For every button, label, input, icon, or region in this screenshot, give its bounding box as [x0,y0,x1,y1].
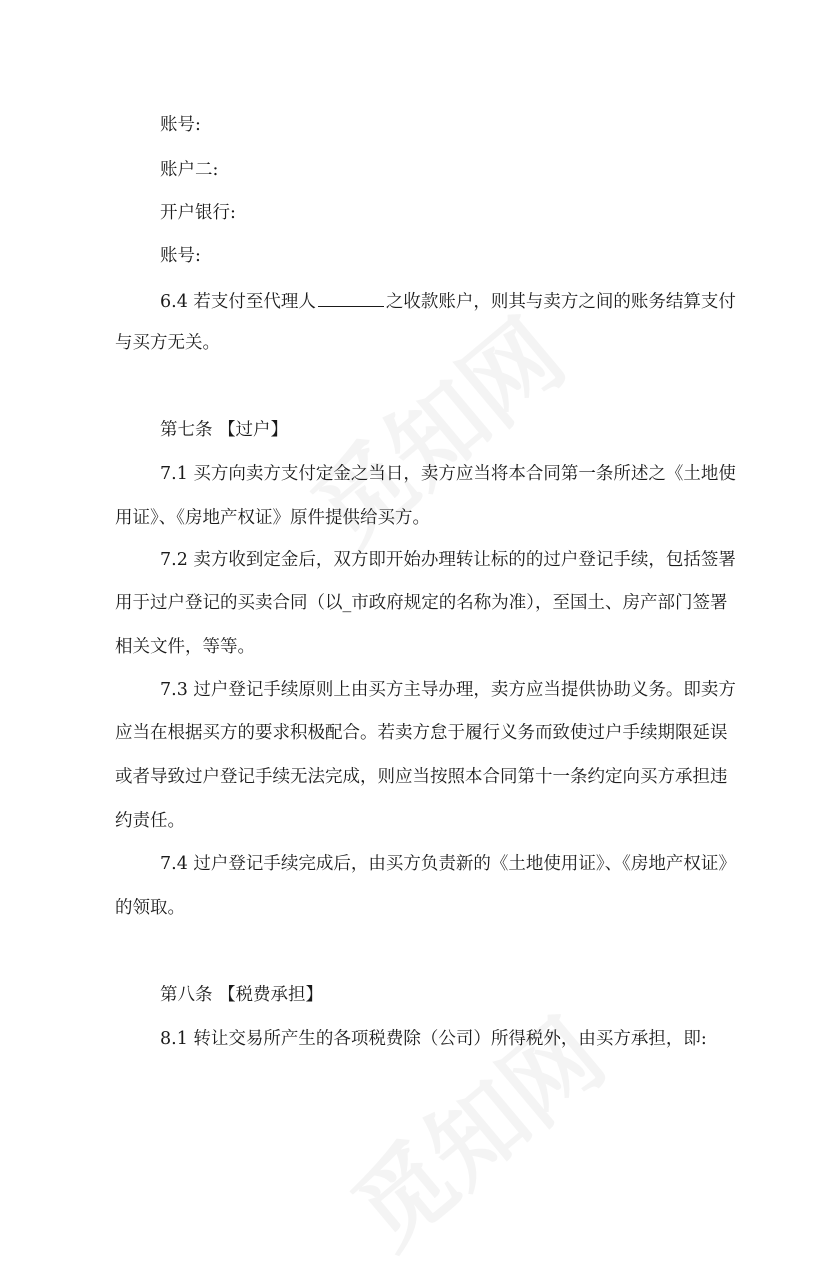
agent-name-blank [318,290,384,307]
clause-7-3-line-1: 7.3 过户登记手续原则上由买方主导办理，卖方应当提供协助义务。即卖方 [160,680,736,700]
clause-7-3-line-3: 或者导致过户登记手续无法完成，则应当按照本合同第十一条约定向买方承担违 [115,767,728,787]
article-7-heading: 第七条 【过户】 [160,420,289,440]
clause-6-4-suffix: 之收款账户，则其与卖方之间的账务结算支付 [385,292,736,312]
clause-8-1-line-1: 8.1 转让交易所产生的各项税费除（公司）所得税外，由买方承担，即: [160,1029,707,1049]
clause-7-2-line-3: 相关文件，等等。 [115,637,255,657]
clause-7-2-line-1: 7.2 卖方收到定金后，双方即开始办理转让标的的过户登记手续，包括签署 [160,550,736,570]
clause-7-1-line-1: 7.1 买方向卖方支付定金之当日，卖方应当将本合同第一条所述之《土地使 [160,464,736,484]
clause-6-4-line-2: 与买方无关。 [115,333,220,353]
clause-7-2-line-2: 用于过户登记的买卖合同（以_市政府规定的名称为准），至国土、房产部门签署 [115,593,728,613]
bank-label: 开户银行: [160,203,236,223]
clause-7-4-line-1: 7.4 过户登记手续完成后，由买方负责新的《土地使用证》、《房地产权证》 [160,854,736,874]
clause-7-3-line-2: 应当在根据买方的要求积极配合。若卖方怠于履行义务而致使过户手续期限延误 [115,723,728,743]
clause-7-3-line-4: 约责任。 [115,811,185,831]
clause-7-1-line-2: 用证》、《房地产权证》原件提供给买方。 [115,508,430,528]
clause-6-4-prefix: 6.4 若支付至代理人 [160,292,316,312]
clause-7-4-line-2: 的领取。 [115,898,185,918]
account-number-label: 账号: [160,246,201,266]
clause-6-4 [160,290,770,313]
account-two-label: 账户二: [160,160,219,180]
watermark-logo [320,983,629,1273]
account-number-label: 账号: [160,115,201,135]
article-8-heading: 第八条 【税费承担】 [160,985,324,1005]
